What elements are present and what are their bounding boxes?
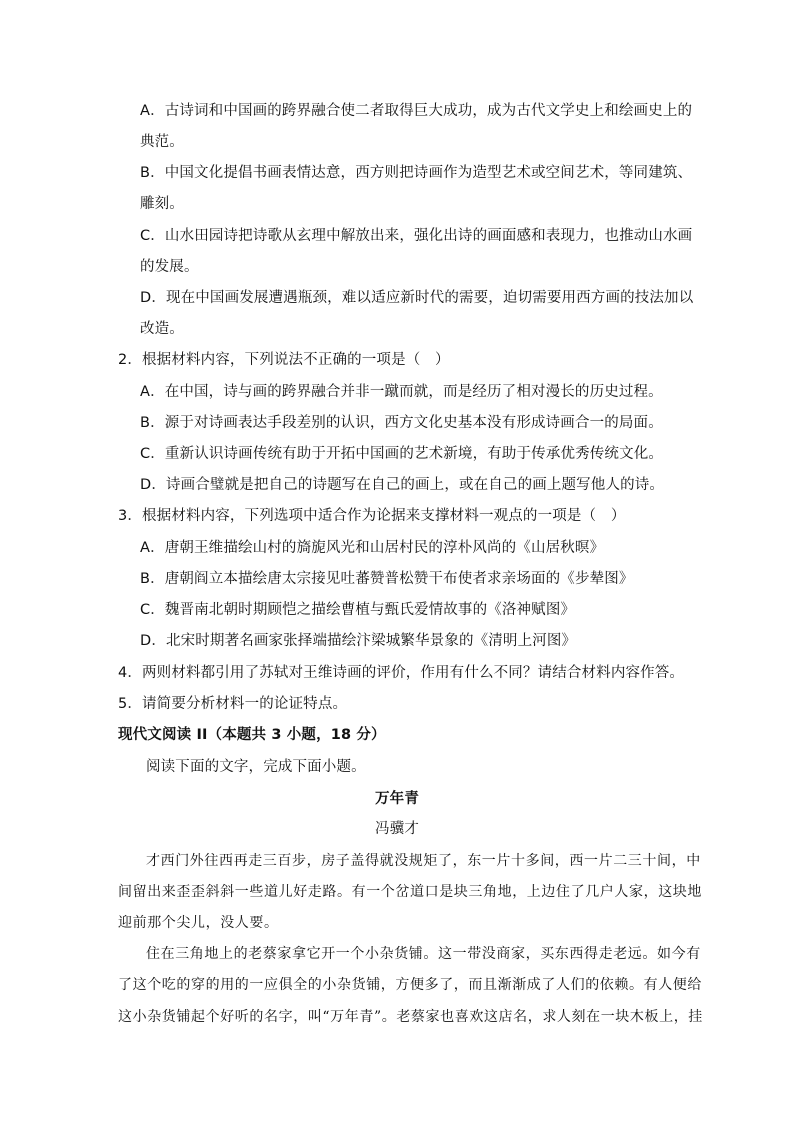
q3-stem: 3．根据材料内容，下列选项中适合作为论据来支撑材料一观点的一项是（ ） bbox=[118, 508, 626, 524]
q1-option-b-line1: B．中国文化提倡书画表情达意，西方则把诗画作为造型艺术或空间艺术，等同建筑、 bbox=[140, 165, 693, 181]
q2-stem: 2．根据材料内容，下列说法不正确的一项是（ ） bbox=[118, 352, 450, 368]
story-p2-line3: 这小杂货铺起个好听的名字，叫“万年青”。老蔡家也喜欢这店名，求人刻在一块木板上，挂 bbox=[118, 1009, 703, 1025]
q1-option-a-line1: A．古诗词和中国画的跨界融合使二者取得巨大成功，成为古代文学史上和绘画史上的 bbox=[140, 103, 693, 119]
story-p1-line3: 迎前那个尖儿，没人要。 bbox=[118, 915, 279, 931]
q1-option-d-line2: 改造。 bbox=[140, 321, 184, 337]
q1-option-c-line2: 的发展。 bbox=[140, 259, 199, 275]
q3-option-c: C．魏晋南北朝时期顾恺之描绘曹植与甄氏爱情故事的《洛神赋图》 bbox=[140, 602, 576, 618]
q3-option-d: D．北宋时期著名画家张择端描绘汴梁城繁华景象的《清明上河图》 bbox=[140, 633, 577, 649]
q1-option-d-line1: D．现在中国画发展遭遇瓶颈，难以适应新时代的需要，迫切需要用西方画的技法加以 bbox=[140, 290, 694, 306]
q1-option-c-line1: C．山水田园诗把诗歌从玄理中解放出来，强化出诗的画面感和表现力，也推动山水画 bbox=[140, 228, 693, 244]
q2-option-a: A．在中国，诗与画的跨界融合并非一蹴而就，而是经历了相对漫长的历史过程。 bbox=[140, 384, 663, 400]
q1-option-a-line2: 典范。 bbox=[140, 134, 184, 150]
q2-option-b: B．源于对诗画表达手段差别的认识，西方文化史基本没有形成诗画合一的局面。 bbox=[140, 415, 663, 431]
story-p2-line1: 住在三角地上的老蔡家拿它开一个小杂货铺。这一带没商家，买东西得走老远。如今有 bbox=[146, 946, 701, 962]
q4-stem: 4．两则材料都引用了苏轼对王维诗画的评价，作用有什么不同？请结合材料内容作答。 bbox=[118, 665, 685, 681]
q5-stem: 5．请简要分析材料一的论证特点。 bbox=[118, 696, 348, 712]
story-p1-line2: 间留出来歪歪斜斜一些道儿好走路。有一个岔道口是块三角地，上边住了几户人家，这块地 bbox=[118, 884, 702, 900]
q3-option-a: A．唐朝王维描绘山村的旖旎风光和山居村民的淳朴风尚的《山居秋暝》 bbox=[140, 540, 605, 556]
story-title: 万年青 bbox=[375, 790, 419, 807]
q2-option-c: C．重新认识诗画传统有助于开拓中国画的艺术新境，有助于传承优秀传统文化。 bbox=[140, 446, 664, 462]
story-p1-line1: 才西门外往西再走三百步，房子盖得就没规矩了，东一片十多间，西一片二三十间，中 bbox=[146, 853, 701, 869]
q1-option-b-line2: 雕刻。 bbox=[140, 196, 184, 212]
section-heading: 现代文阅读 II（本题共 3 小题，18 分） bbox=[118, 727, 386, 743]
q3-option-b: B．唐朝阎立本描绘唐太宗接见吐蕃赞普松赞干布使者求亲场面的《步辇图》 bbox=[140, 571, 634, 587]
section-intro: 阅读下面的文字，完成下面小题。 bbox=[146, 759, 366, 775]
story-p2-line2: 了这个吃的穿的用的一应俱全的小杂货铺，方便多了，而且渐渐成了人们的依赖。有人便给 bbox=[118, 977, 702, 993]
q2-option-d: D．诗画合璧就是把自己的诗题写在自己的画上，或在自己的画上题写他人的诗。 bbox=[140, 477, 665, 493]
story-author: 冯骥才 bbox=[375, 821, 419, 837]
